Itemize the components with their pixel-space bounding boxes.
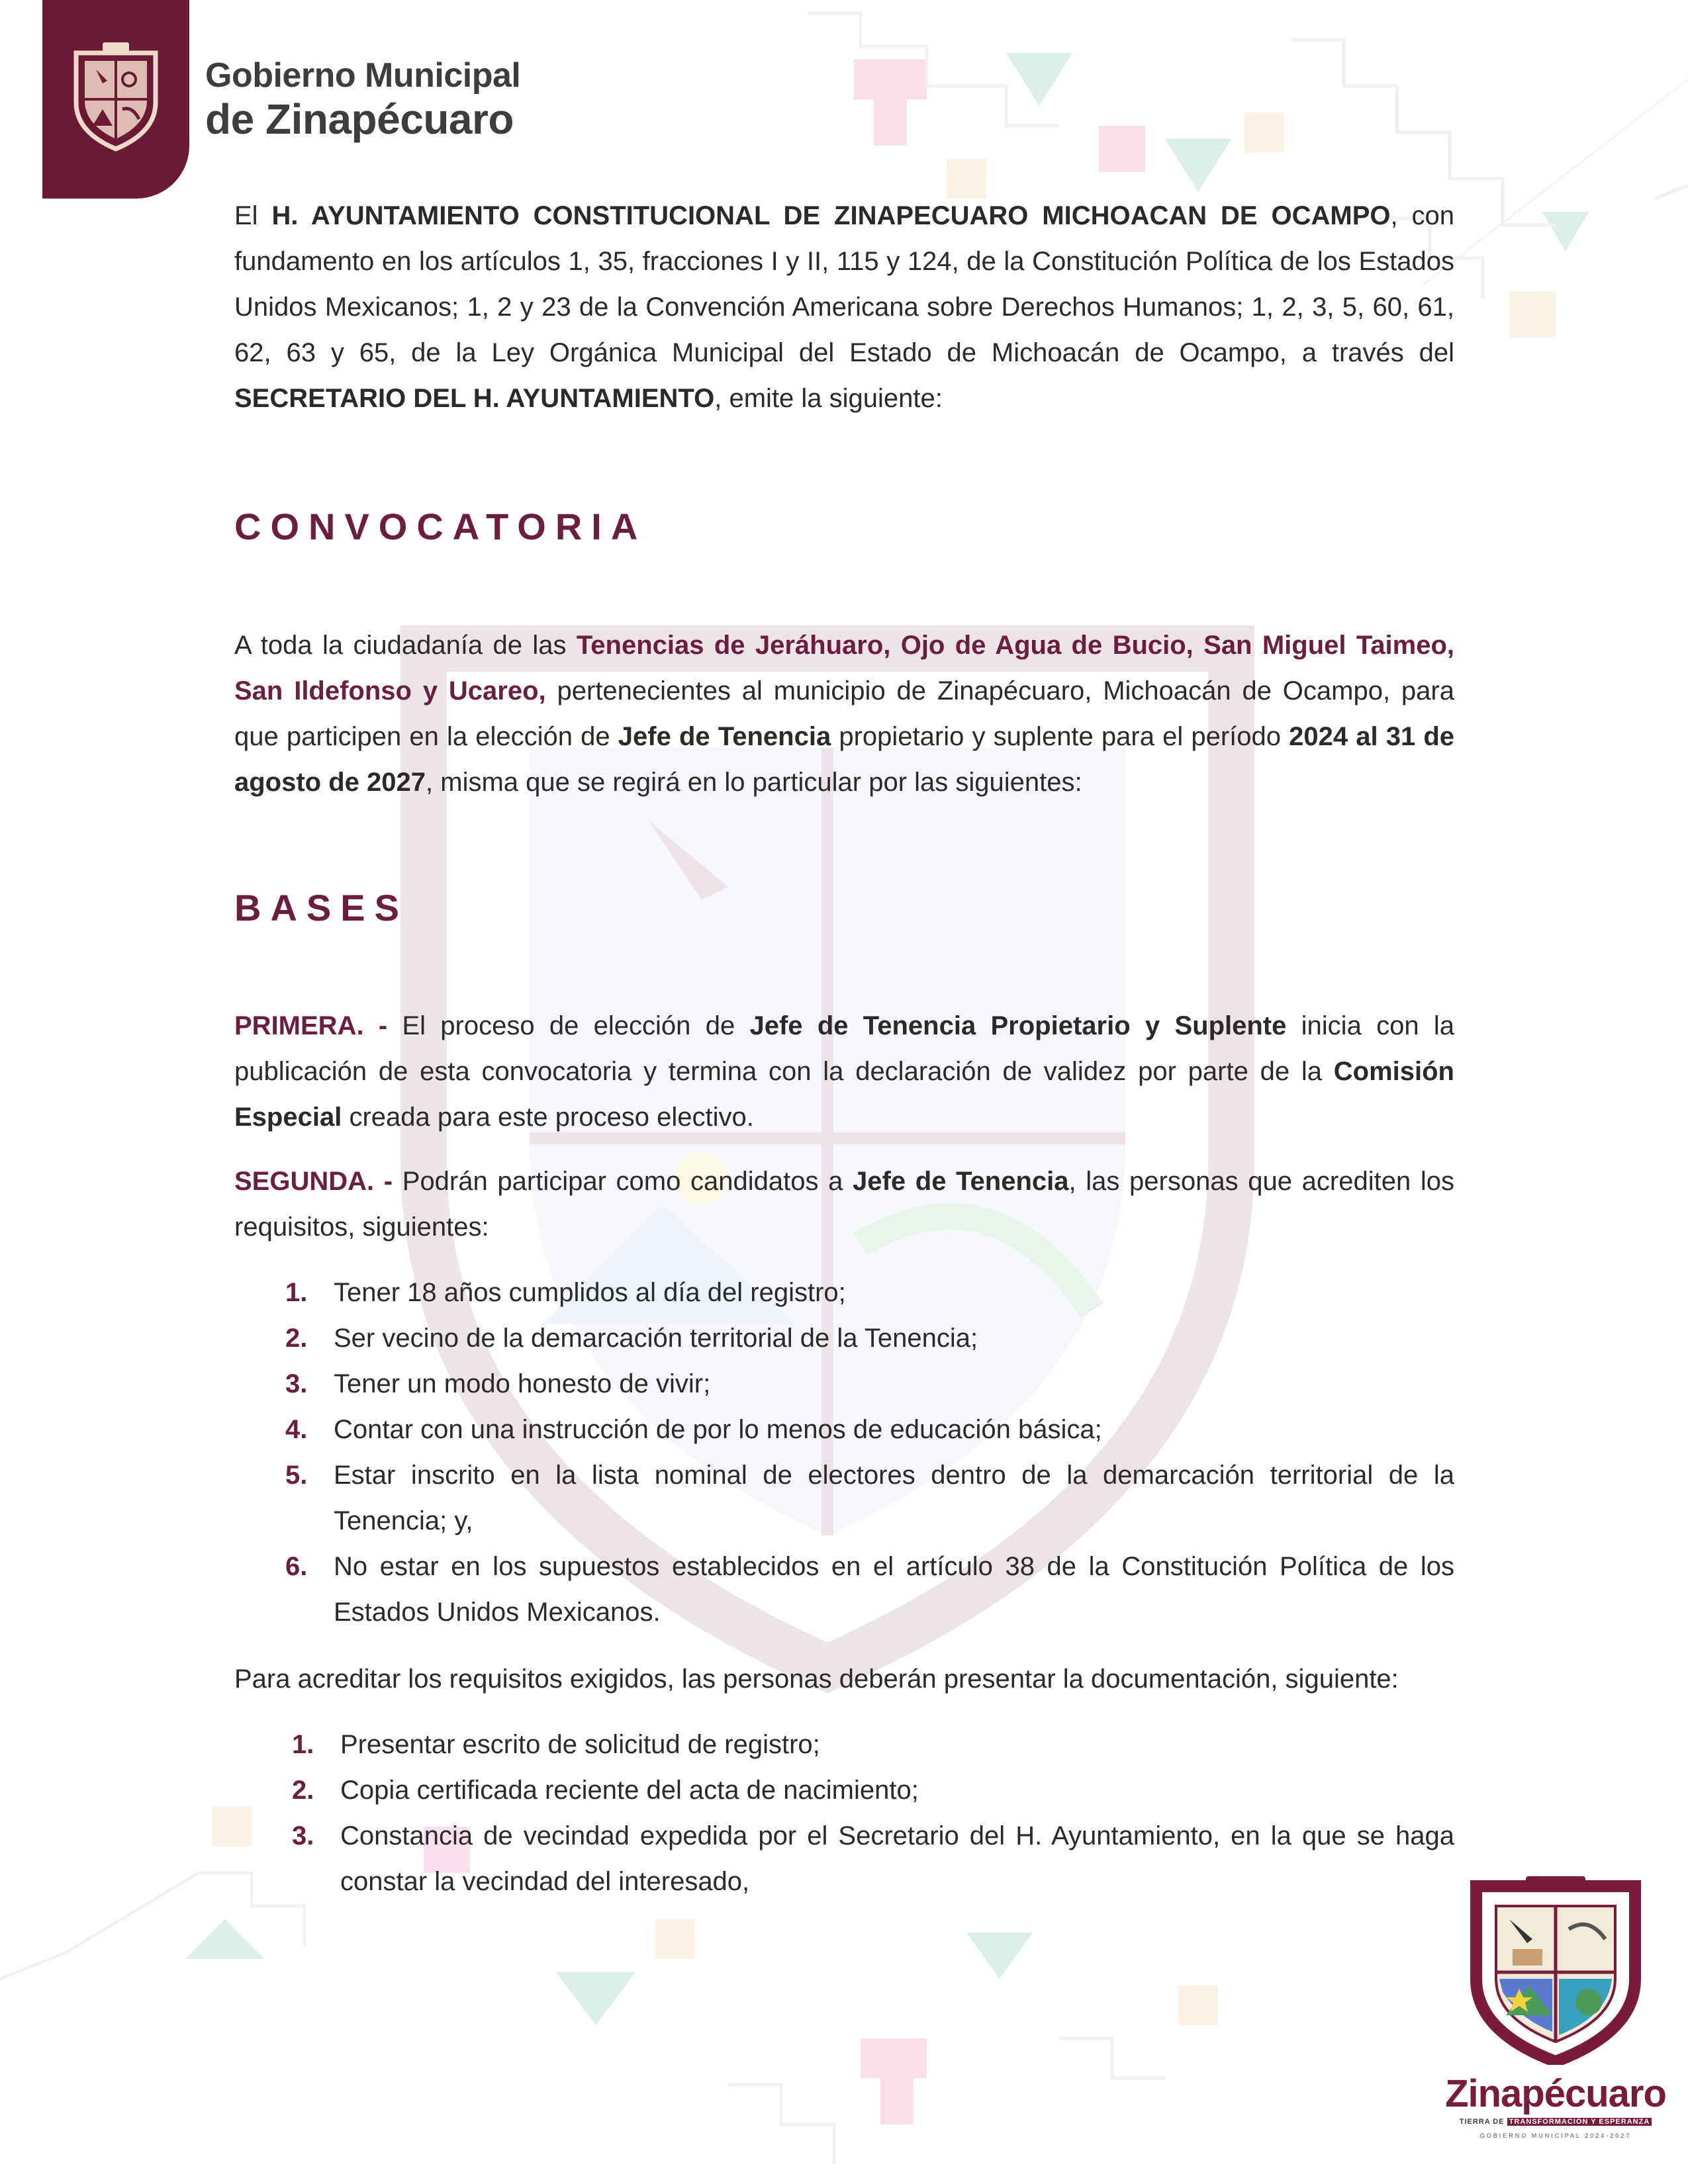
list-number: 1. [285, 1278, 308, 1307]
primera-bold-comision: Comisión Especial [234, 1057, 1454, 1132]
list-item [234, 1813, 1454, 1905]
list-number: 3. [285, 1369, 308, 1398]
list-item [234, 1407, 1454, 1453]
list-number: 6. [285, 1552, 308, 1581]
list-number: 4. [285, 1415, 308, 1444]
list-number: 2. [292, 1776, 314, 1805]
heading-bases: BASES [234, 887, 408, 929]
list-number: 5. [285, 1461, 308, 1490]
list-text: No estar en los supuestos establecidos en el artículo 38 de la Constitución Política de los Estados Unidos Mexicanos. [334, 1552, 1454, 1627]
segunda-text-1: Podrán participar como candidatos a [393, 1167, 853, 1196]
acreditar-paragraph: Para acreditar los requisitos exigidos, las personas deberán presentar la documentación, siguiente: [234, 1664, 1399, 1694]
segunda-paragraph [234, 1159, 1454, 1250]
list-text: Constancia de vecindad expedida por el Secretario del H. Ayuntamiento, en la que se haga constar la vecindad del interesado, [340, 1821, 1454, 1896]
call-text-4: , misma que se regirá en lo particular por las siguientes: [426, 768, 1082, 797]
list-item [234, 1722, 1454, 1768]
call-bold-jefe: Jefe de Tenencia [618, 722, 831, 751]
logo-tagline-prefix: TIERRA DE [1459, 2118, 1507, 2126]
list-text: Estar inscrito en la lista nominal de electores dentro de la demarcación territorial de la Tenencia; y, [334, 1461, 1454, 1535]
call-bold-tenencias: Tenencias de Jeráhuaro, Ojo de Agua de Bucio, San Miguel Taimeo, San Ildefonso y Ucareo, [234, 631, 1455, 705]
list-item [234, 1544, 1454, 1635]
heading-convocatoria: CONVOCATORIA [234, 506, 647, 547]
list-text: Tener 18 años cumplidos al día del registro; [334, 1278, 846, 1307]
list-number: 3. [292, 1821, 314, 1850]
intro-bold-ayuntamiento: H. AYUNTAMIENTO CONSTITUCIONAL DE ZINAPECUARO MICHOACAN DE OCAMPO [271, 201, 1391, 230]
brand-line-1: Gobierno Municipal [205, 56, 521, 95]
list-item [234, 1361, 1454, 1407]
segunda-text-2: , las personas que acrediten los requisitos, siguientes: [234, 1167, 1454, 1242]
logo-wordmark: Zinapécuaro [1445, 2072, 1666, 2115]
intro-text-2: , con fundamento en los artículos 1, 35, fracciones I y II, 115 y 124, de la Constitución Política de los Estados Unidos Mexicanos; 1, 2 y 23 de la Convención Americana sobre Derechos Humanos; 1, 2, 3, 5, 60, 61, 62, 63 y 65, de la Ley Orgánica Municipal del Estado de Michoacán de Ocampo, a través del [234, 201, 1455, 367]
primera-text-3: creada para este proceso electivo. [342, 1103, 754, 1132]
intro-text-3: , emite la siguiente: [714, 384, 943, 413]
primera-text-2: inicia con la publicación de esta convocatoria y termina con la declaración de validez por parte de la [234, 1011, 1454, 1086]
header-brand-name [205, 56, 521, 143]
call-text-2: pertenecientes al municipio de Zinapécuaro, Michoacán de Ocampo, para que participen en la elección de [234, 676, 1454, 751]
segunda-label: SEGUNDA. - [234, 1167, 393, 1196]
footer-logo [1440, 1873, 1671, 2164]
list-text: Copia certificada reciente del acta de nacimiento; [340, 1776, 919, 1805]
list-text: Contar con una instrucción de por lo menos de educación básica; [334, 1415, 1102, 1444]
logo-tagline [1440, 2118, 1671, 2126]
header-brand-tab [42, 0, 189, 199]
list-text: Ser vecino de la demarcación territorial de la Tenencia; [334, 1324, 978, 1353]
municipal-crest-logo [66, 40, 165, 152]
list-item [234, 1768, 1454, 1813]
logo-government-period: GOBIERNO MUNICIPAL 2024-2027 [1479, 2132, 1632, 2139]
intro-paragraph [234, 193, 1454, 422]
primera-text-1: El proceso de elección de [387, 1011, 750, 1040]
primera-paragraph [234, 1003, 1454, 1140]
list-item [234, 1270, 1454, 1316]
call-paragraph [234, 623, 1454, 805]
primera-label: PRIMERA. - [234, 1011, 388, 1040]
list-text: Tener un modo honesto de vivir; [334, 1369, 711, 1398]
brand-line-2: de Zinapécuaro [205, 95, 514, 143]
segunda-bold-jefe: Jefe de Tenencia [853, 1167, 1069, 1196]
intro-bold-secretario: SECRETARIO DEL H. AYUNTAMIENTO [234, 384, 715, 413]
list-number: 1. [292, 1730, 314, 1759]
logo-tagline-highlight: TRANSFORMACIÓN Y ESPERANZA [1507, 2118, 1652, 2126]
requisitos-list [234, 1270, 1454, 1635]
intro-text-1: El [234, 201, 272, 230]
call-text-1: A toda la ciudadanía de las [234, 631, 577, 660]
call-text-3: propietario y suplente para el período [831, 722, 1289, 751]
list-item [234, 1316, 1454, 1361]
primera-bold-jefe: Jefe de Tenencia Propietario y Suplente [749, 1011, 1287, 1040]
list-number: 2. [285, 1324, 308, 1353]
zinapecuaro-crest-icon [1440, 1873, 1671, 2065]
documentos-list [234, 1722, 1454, 1905]
document-body [234, 193, 1454, 1905]
list-item [234, 1453, 1454, 1544]
list-text: Presentar escrito de solicitud de registro; [340, 1730, 820, 1759]
call-bold-periodo: 2024 al 31 de agosto de 2027 [234, 722, 1455, 797]
